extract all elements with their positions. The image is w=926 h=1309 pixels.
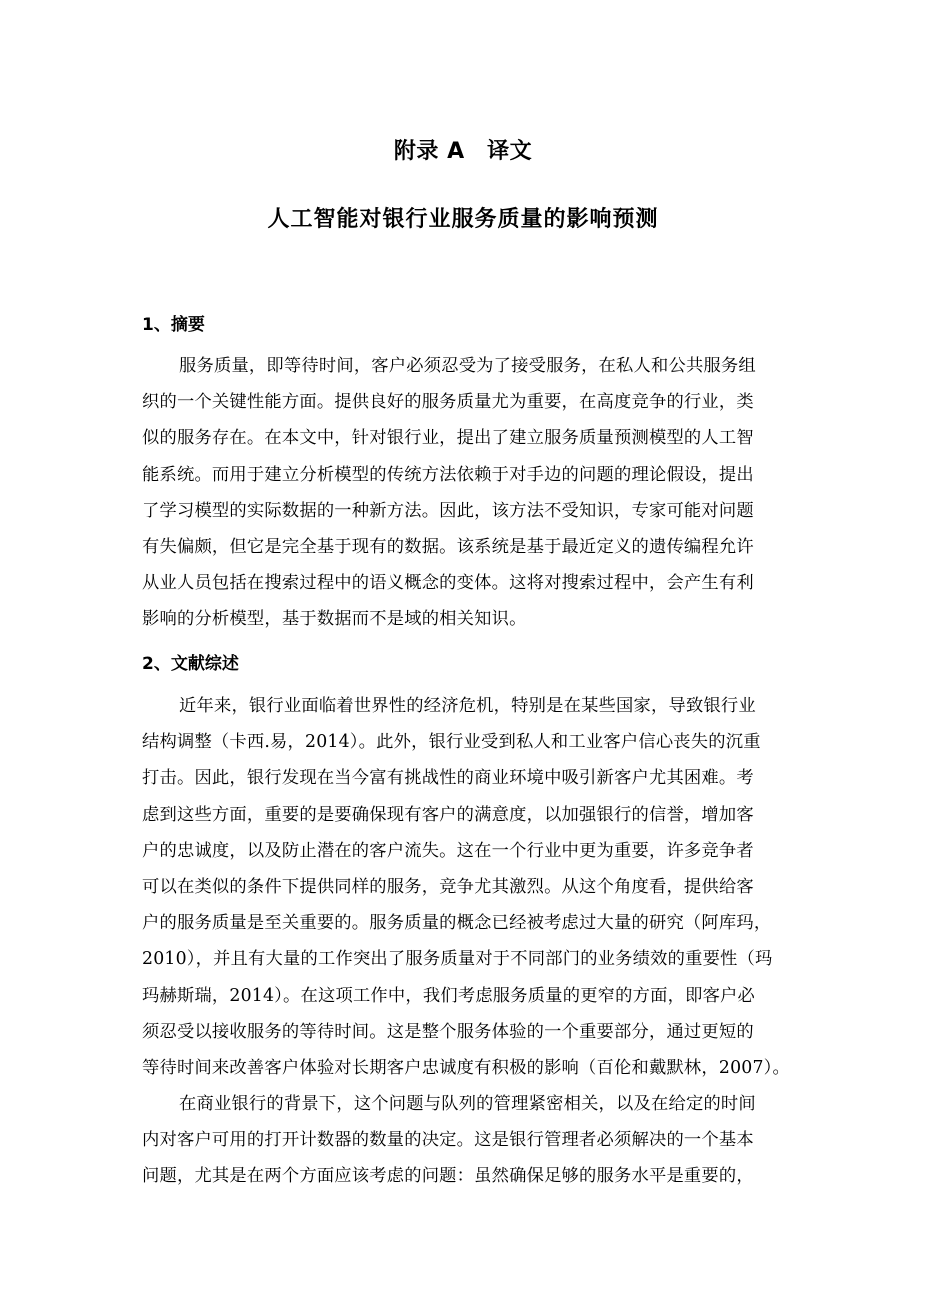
text-line: 须忍受以接收服务的等待时间。这是整个服务体验的一个重要部分，通过更短的 bbox=[142, 1021, 754, 1042]
section-heading-abstract: 1、摘要 bbox=[142, 315, 205, 335]
text-line: 可以在类似的条件下提供同样的服务，竞争尤其激烈。从这个角度看，提供给客 bbox=[142, 876, 754, 897]
text-line: 织的一个关键性能方面。提供良好的服务质量尤为重要，在高度竞争的行业，类 bbox=[142, 392, 754, 413]
text-line: 了学习模型的实际数据的一种新方法。因此，该方法不受知识，专家可能对问题 bbox=[142, 500, 754, 521]
document-title: 人工智能对银行业服务质量的影响预测 bbox=[267, 207, 659, 232]
text-line: 户的服务质量是至关重要的。服务质量的概念已经被考虑过大量的研究（阿库玛， bbox=[142, 913, 772, 934]
text-line: 玛赫斯瑞，2014）。在这项工作中，我们考虑服务质量的更窄的方面，即客户必 bbox=[142, 985, 756, 1006]
text-line: 问题，尤其是在两个方面应该考虑的问题：虽然确保足够的服务水平是重要的， bbox=[142, 1166, 754, 1187]
text-line: 能系统。而用于建立分析模型的传统方法依赖于对手边的问题的理论假设，提出 bbox=[142, 464, 754, 485]
paragraph-abstract bbox=[142, 348, 792, 638]
text-line: 打击。因此，银行发现在当今富有挑战性的商业环境中吸引新客户尤其困难。考 bbox=[142, 768, 754, 789]
text-line: 服务质量，即等待时间，客户必须忍受为了接受服务，在私人和公共服务组 bbox=[179, 356, 756, 376]
text-line: 内对客户可用的打开计数器的数量的决定。这是银行管理者必须解决的一个基本 bbox=[142, 1130, 754, 1151]
section-heading-literature-review: 2、文献综述 bbox=[142, 654, 239, 674]
appendix-title: 附录 A 译文 bbox=[393, 139, 533, 164]
text-line: 2010），并且有大量的工作突出了服务质量对于不同部门的业务绩效的重要性（玛 bbox=[142, 949, 773, 970]
text-line: 结构调整（卡西.易，2014）。此外，银行业受到私人和工业客户信心丧失的沉重 bbox=[142, 732, 761, 753]
text-line: 从业人员包括在搜索过程中的语义概念的变体。这将对搜索过程中，会产生有利 bbox=[142, 573, 754, 594]
text-line: 等待时间来改善客户体验对长期客户忠诚度有积极的影响（百伦和戴默林，2007）。 bbox=[142, 1057, 790, 1078]
text-line: 户的忠诚度，以及防止潜在的客户流失。这在一个行业中更为重要，许多竞争者 bbox=[142, 840, 754, 861]
paragraph-literature-review-2 bbox=[142, 1086, 792, 1195]
text-line: 似的服务存在。在本文中，针对银行业，提出了建立服务质量预测模型的人工智 bbox=[142, 428, 754, 449]
paragraph-literature-review-1 bbox=[142, 688, 792, 1086]
text-line: 有失偏颇，但它是完全基于现有的数据。该系统是基于最近定义的遗传编程允许 bbox=[142, 536, 754, 557]
text-line: 虑到这些方面，重要的是要确保现有客户的满意度，以加强银行的信誉，增加客 bbox=[142, 804, 754, 825]
text-line: 近年来，银行业面临着世界性的经济危机，特别是在某些国家，导致银行业 bbox=[179, 696, 756, 716]
text-line: 影响的分析模型，基于数据而不是域的相关知识。 bbox=[142, 609, 527, 630]
text-line: 在商业银行的背景下，这个问题与队列的管理紧密相关，以及在给定的时间 bbox=[179, 1094, 756, 1114]
